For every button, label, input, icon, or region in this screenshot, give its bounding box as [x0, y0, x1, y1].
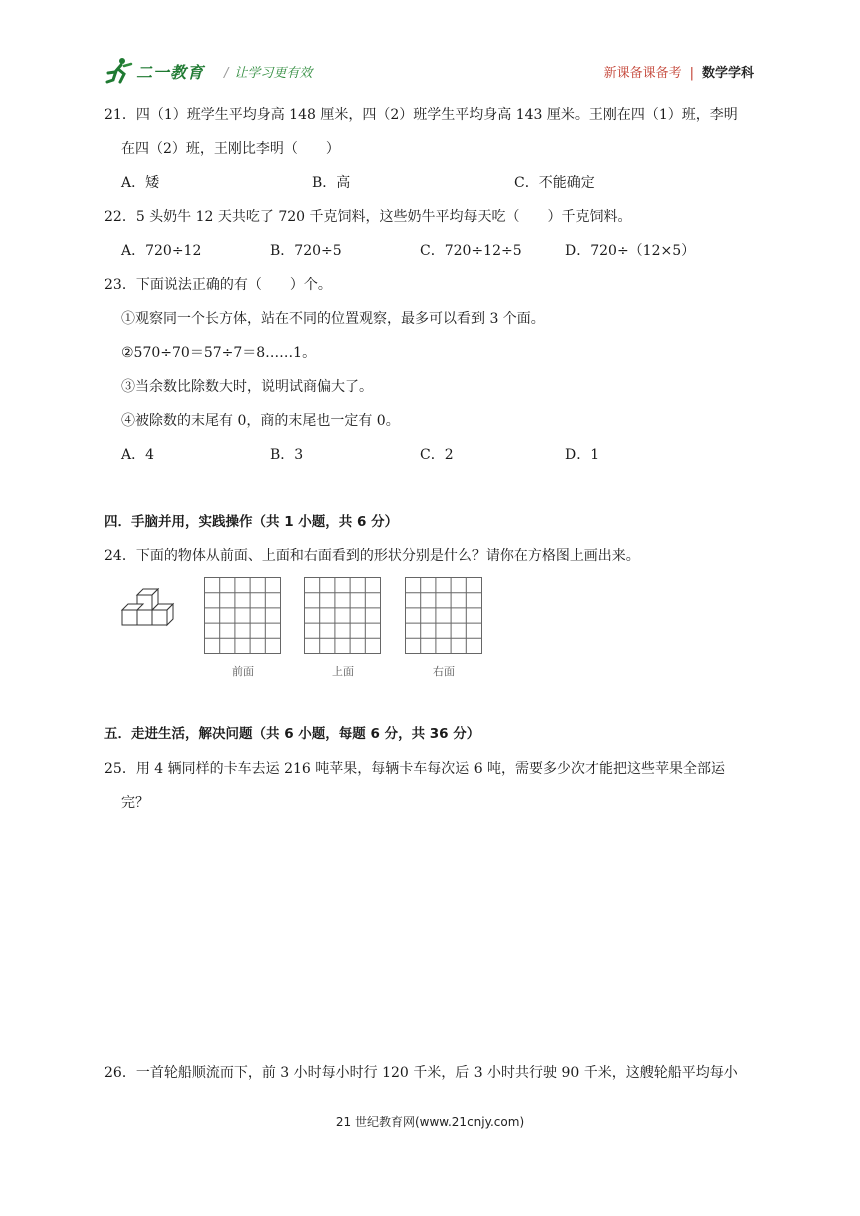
- q21-line2: 在四（2）班，王刚比李明（ ）: [121, 141, 340, 157]
- section-4-title: 四．手脑并用，实践操作（共 1 小题，共 6 分）: [104, 514, 399, 530]
- q25-line2: 完？: [121, 795, 149, 811]
- q25-line1: 25．用 4 辆同样的卡车去运 216 吨苹果，每辆卡车每次运 6 吨，需要多少次才能把这些苹果全部运: [104, 761, 726, 777]
- q26-line1: 26．一首轮船顺流而下，前 3 小时每小时行 120 千米，后 3 小时共行驶 90 千米，这艘轮船平均每小: [104, 1065, 738, 1081]
- q23-statement-2: ②570÷70＝57÷7＝8……1。: [121, 345, 317, 361]
- grid-front-view[interactable]: [204, 577, 282, 655]
- grid-label-right: 右面: [433, 665, 455, 678]
- page-footer: 21 世纪教育网(www.21cnjy.com): [335, 1115, 525, 1129]
- brand-logo: [104, 56, 204, 86]
- slogan: [224, 62, 312, 81]
- header-separator: |: [689, 66, 694, 81]
- q23-option-c[interactable]: C．2: [420, 447, 454, 463]
- q21-option-c[interactable]: C．不能确定: [514, 175, 595, 191]
- q23-option-d[interactable]: D．1: [565, 447, 600, 463]
- q22-option-d[interactable]: D．720÷（12×5）: [565, 243, 696, 259]
- q23-statement-1: ①观察同一个长方体，站在不同的位置观察，最多可以看到 3 个面。: [121, 311, 545, 327]
- runner-logo-icon: [104, 56, 134, 86]
- q23-option-a[interactable]: A．4: [121, 447, 155, 463]
- q23-statement-3: ③当余数比除数大时，说明试商偏大了。: [121, 379, 373, 395]
- slogan-text: 让学习更有效: [234, 66, 313, 81]
- subject-label: 数学学科: [701, 66, 754, 81]
- q22-option-c[interactable]: C．720÷12÷5: [420, 243, 522, 259]
- q23-option-b[interactable]: B．3: [270, 447, 304, 463]
- logo-text: 二一教育: [136, 62, 205, 82]
- grid-right-view[interactable]: [405, 577, 483, 655]
- page-header: [104, 56, 758, 90]
- q21-option-b[interactable]: B．高: [312, 175, 351, 191]
- q21-line1: 21．四（1）班学生平均身高 148 厘米，四（2）班学生平均身高 143 厘米。王刚在四（1）班，李明: [104, 107, 738, 123]
- grid-label-front: 前面: [232, 665, 254, 678]
- q24-line1: 24．下面的物体从前面、上面和右面看到的形状分别是什么？请你在方格图上画出来。: [104, 548, 640, 564]
- q22-option-a[interactable]: A．720÷12: [121, 243, 202, 259]
- slogan-divider-icon: /: [224, 66, 229, 81]
- cube-stack-figure: [121, 588, 179, 628]
- header-subject-info: [604, 62, 754, 81]
- q23-line1: 23．下面说法正确的有（ ）个。: [104, 277, 332, 293]
- grid-top-view[interactable]: [304, 577, 382, 655]
- grid-label-top: 上面: [332, 665, 354, 678]
- q23-statement-4: ④被除数的末尾有 0，商的末尾也一定有 0。: [121, 413, 400, 429]
- exam-label: 新课备课备考: [603, 66, 682, 81]
- q22-line1: 22．5 头奶牛 12 天共吃了 720 千克饲料，这些奶牛平均每天吃（ ）千克饲料。: [104, 209, 632, 225]
- q22-option-b[interactable]: B．720÷5: [270, 243, 342, 259]
- section-5-title: 五．走进生活，解决问题（共 6 小题，每题 6 分，共 36 分）: [104, 726, 481, 742]
- q21-option-a[interactable]: A．矮: [121, 175, 160, 191]
